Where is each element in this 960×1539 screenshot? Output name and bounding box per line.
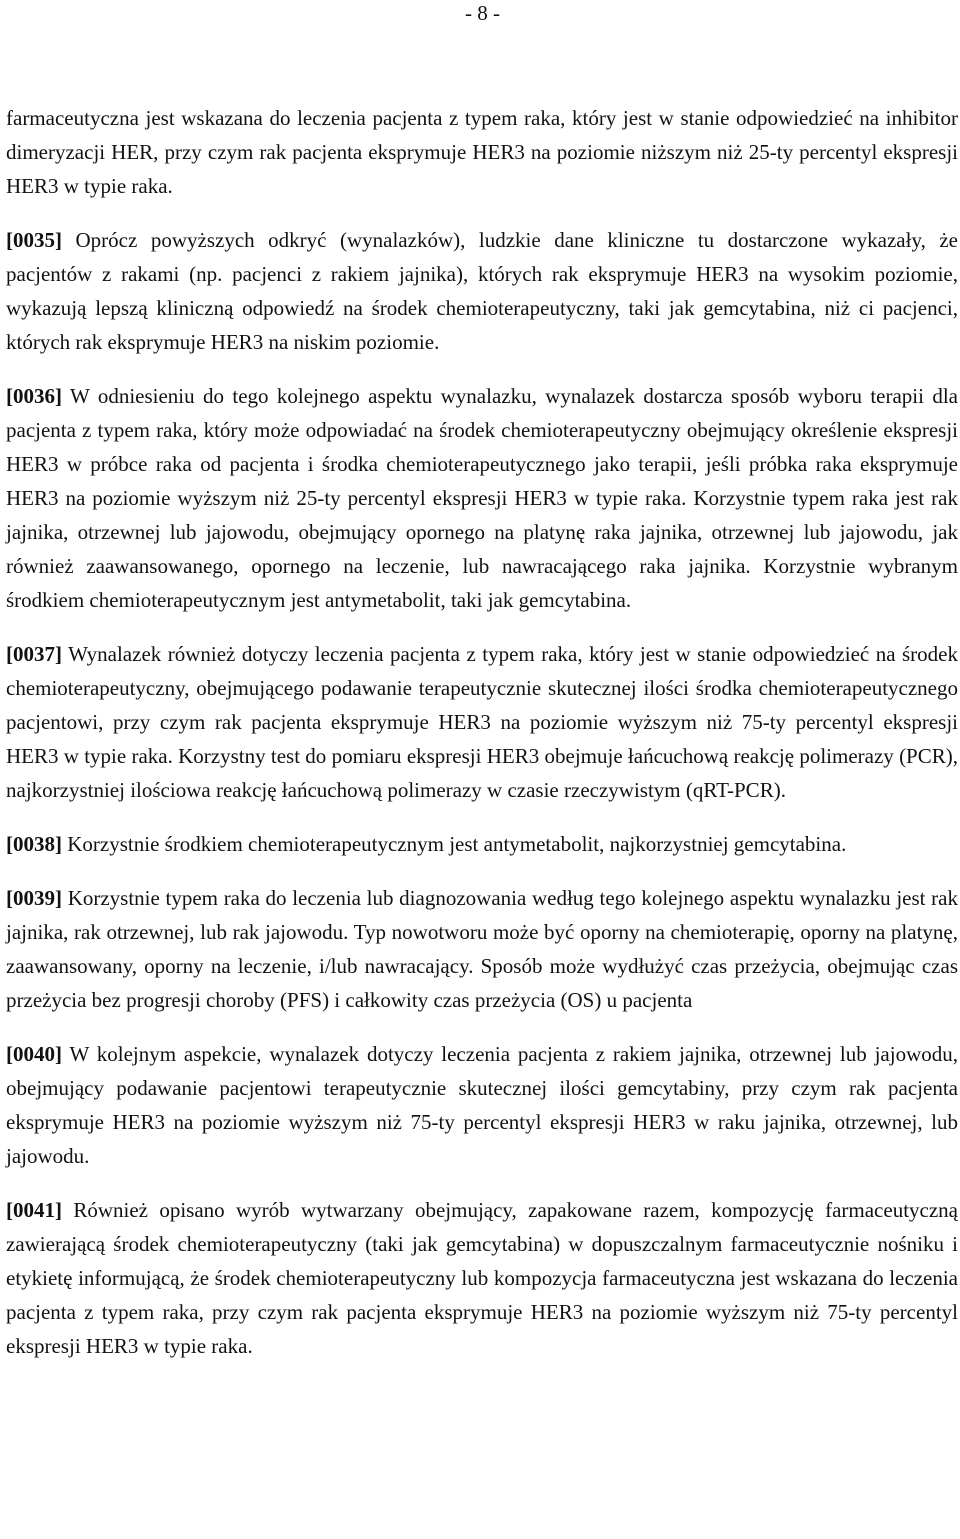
paragraph-0041 (6, 1193, 958, 1363)
paragraph-text: W odniesieniu do tego kolejnego aspektu wynalazku, wynalazek dostarcza sposób wyboru terapii dla pacjenta z typem raka, który może odpowiadać na środek chemioterapeutyczny obejmujący określenie ekspresji HER3 w próbce raka od pacjenta i środka chemioterapeutycznego jako terapii, jeśli próbka raka eksprymuje HER3 na poziomie wyższym niż 25-ty percentyl ekspresji HER3 w typie raka. Korzystnie typem raka jest rak jajnika, otrzewnej lub jajowodu, obejmujący opornego na platynę raka jajnika, otrzewnej lub jajowodu, jak również zaawansowanego, opornego na leczenie, lub nawracającego raka jajnika. Korzystnie wybranym środkiem chemioterapeutycznym jest antymetabolit, taki jak gemcytabina. (6, 384, 958, 612)
paragraph-number: [0036] (6, 384, 62, 408)
paragraph-number: [0038] (6, 832, 62, 856)
paragraph-0040 (6, 1037, 958, 1173)
paragraph-number: [0041] (6, 1198, 62, 1222)
paragraph-0038 (6, 827, 958, 861)
paragraph-text: Korzystnie środkiem chemioterapeutycznym jest antymetabolit, najkorzystniej gemcytabina. (62, 832, 847, 856)
paragraph-0035 (6, 223, 958, 359)
paragraph-number: [0037] (6, 642, 62, 666)
paragraph-text: W kolejnym aspekcie, wynalazek dotyczy leczenia pacjenta z rakiem jajnika, otrzewnej lub jajowodu, obejmujący podawanie pacjentowi terapeutycznie skutecznej ilości gemcytabiny, przy czym rak pacjenta eksprymuje HER3 na poziomie wyższym niż 75-ty percentyl ekspresji HER3 w raku jajnika, otrzewnej, lub jajowodu. (6, 1042, 958, 1168)
paragraph-text: Również opisano wyrób wytwarzany obejmujący, zapakowane razem, kompozycję farmaceutyczną zawierającą środek chemioterapeutyczny (taki jak gemcytabina) w dopuszczalnym farmaceutycznie nośniku i etykietę informującą, że środek chemioterapeutyczny lub kompozycja farmaceutyczna jest wskazana do leczenia pacjenta z typem raka, przy czym rak pacjenta eksprymuje HER3 na poziomie wyższym niż 75-ty percentyl ekspresji HER3 w typie raka. (6, 1198, 958, 1358)
paragraph-text: Wynalazek również dotyczy leczenia pacjenta z typem raka, który jest w stanie odpowiedzieć na środek chemioterapeutyczny, obejmującego podawanie terapeutycznie skutecznej ilości środka chemioterapeutycznego pacjentowi, przy czym rak pacjenta eksprymuje HER3 na poziomie wyższym niż 75-ty percentyl ekspresji HER3 w typie raka. Korzystny test do pomiaru ekspresji HER3 obejmuje łańcuchową reakcję polimerazy (PCR), najkorzystniej ilościowa reakcję łańcuchową polimerazy w czasie rzeczywistym (qRT-PCR). (6, 642, 958, 802)
paragraph-0036 (6, 379, 958, 617)
paragraph-0039 (6, 881, 958, 1017)
paragraph-number: [0035] (6, 228, 62, 252)
paragraph-0037 (6, 637, 958, 807)
paragraph-number: [0039] (6, 886, 62, 910)
paragraph-text: Oprócz powyższych odkryć (wynalazków), ludzkie dane kliniczne tu dostarczone wykazały, że pacjentów z rakami (np. pacjenci z rakiem jajnika), których rak eksprymuje HER3 na wysokim poziomie, wykazują lepszą kliniczną odpowiedź na środek chemioterapeutyczny, taki jak gemcytabina, niż ci pacjenci, których rak eksprymuje HER3 na niskim poziomie. (6, 228, 958, 354)
page-number: - 8 - (465, 1, 500, 25)
paragraph-continuation (6, 101, 958, 203)
paragraph-text: farmaceutyczna jest wskazana do leczenia pacjenta z typem raka, który jest w stanie odpowiedzieć na inhibitor dimeryzacji HER, przy czym rak pacjenta eksprymuje HER3 na poziomie niższym niż 25-ty percentyl ekspresji HER3 w typie raka. (6, 106, 958, 198)
paragraph-number: [0040] (6, 1042, 62, 1066)
document-body (6, 101, 958, 1363)
paragraph-text: Korzystnie typem raka do leczenia lub diagnozowania według tego kolejnego aspektu wynalazku jest rak jajnika, rak otrzewnej, lub rak jajowodu. Typ nowotworu może być oporny na chemioterapię, oporny na platynę, zaawansowany, oporny na leczenie, i/lub nawracający. Sposób może wydłużyć czas przeżycia, obejmując czas przeżycia bez progresji choroby (PFS) i całkowity czas przeżycia (OS) u pacjenta (6, 886, 958, 1012)
